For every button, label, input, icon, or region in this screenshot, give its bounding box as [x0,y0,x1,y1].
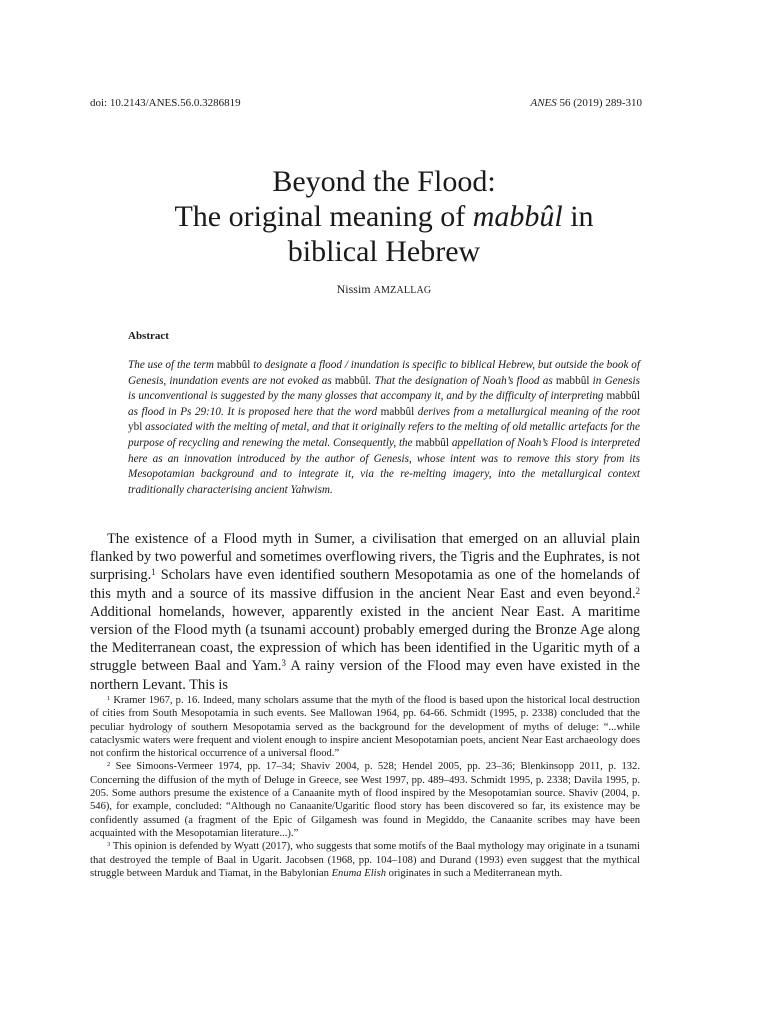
text-run: appellation of Noah’s Flood is interpreted here as an innovation introduced by the author of Genesis, whose intent was to remove this story from its Mesopotamian background and to integrate it, via the re-melting imagery, into the metallurgical context traditionally characterising ancient Yahwism. [128,436,640,496]
text-run: A rainy version of the Flood may even have existed in the northern Levant. This is [90,658,640,693]
footnote-ref[interactable]: 2 [635,585,640,596]
journal-citation [530,97,642,109]
text-run: Enuma Elish [331,867,387,879]
text-run: to designate a flood / inundation is specific to biblical Hebrew, but outside the book of Genesis, inundation events are not evoked as [128,359,640,387]
footnote-number: 3 [107,841,111,849]
text-run: originates in such a Mediterranean myth. [386,867,563,879]
text-run: ybl [128,421,143,434]
text-run: The use of the term [128,359,217,371]
footnote-number: 1 [107,695,111,703]
footnote-number: 2 [107,761,111,769]
abstract-text [128,358,640,498]
text-run: This opinion is defended by Wyatt (2017), who suggests that some motifs of the Baal mythology may originate in a tsunami that destroyed the temple of Baal in Ugarit. Jacobsen (1968, pp. 104–108) and Durand (1993) even suggest that the mythical struggle between Marduk and Tiamat, in the Babylonian [90,841,640,879]
author-name [0,282,768,297]
author-first-name: Nissim [336,282,371,296]
title-term: mabbûl [472,200,563,233]
running-header [90,97,642,109]
title-line-3: biblical Hebrew [287,235,481,268]
title-line-2-end: in [562,200,594,233]
text-run: Kramer 1967, p. 16. Indeed, many scholars assume that the myth of the flood is based upon the historical local destruction of cities from South Mesopotamia in such events. See Mallowan 1964, pp. 64-66. Schmidt (1995, p. 2338) concluded that the peculiar hydrology of southern Mesopotamia served as the background for the development of myths of deluge: “...while cataclysmic waters were frequent and violent enough to inspire ancient Mesopotamian poets, ancient Near East archaeology does not confirm the historical occurrence of a universal flood.” [90,695,640,760]
journal-name: ANES [530,97,557,109]
footnote-ref[interactable]: 3 [281,658,286,669]
footnote-3 [90,840,640,880]
title-line-1: Beyond the Flood: [272,165,496,198]
text-run: . That the designation of Noah’s flood as [368,374,556,387]
text-run: The existence of a Flood myth in Sumer, a civilisation that emerged on an alluvial plain flanked by two powerful and sometimes overflowing rivers, the Tigris and the Euphrates, is not surprising. [90,531,640,584]
abstract-heading: Abstract [128,330,169,342]
text-run: as flood in Ps 29:10. It is proposed here that the word [128,405,381,418]
footnote-1 [90,694,640,760]
body-paragraph [90,530,640,694]
text-run: Scholars have even identified southern Mesopotamia as one of the homelands of this myth and a source of its massive diffusion in the ancient Near East and even beyond. [90,567,640,602]
text-run: mabbûl [380,405,415,418]
text-run: mabbûl [415,436,450,449]
footnotes [90,694,640,880]
journal-volume: 56 (2019) 289-310 [559,97,642,109]
text-run: in Genesis is unconventional is suggested by the many glosses that accompany it, and by the difficulty of interpreting [128,374,640,403]
footnote-2 [90,760,640,840]
text-run: mabbûl [334,374,369,387]
doi-label: doi: 10.2143/ANES.56.0.3286819 [90,97,241,109]
text-run: mabbûl [216,359,251,371]
title-line-2-start: The original meaning of [174,200,473,233]
text-run: See Simoons-Vermeer 1974, pp. 17–34; Shaviv 2004, p. 528; Hendel 2005, pp. 23–36; Blenkinsopp 2011, p. 132. Concerning the diffusion of the myth of Deluge in Greece, see West 1997, pp. 489–493. Schmidt 1995, p. 2338; Davila 1995, p. 205. Some authors presume the existence of a Canaanite myth of flood inspired by the Mesopotamian source. Shaviv (2004, p. 546), for example, concluded: “Although no Canaanite/Ugaritic flood story has been discovered so far, its existence may be confidently assumed (a fragment of the Epic of Gilgamesh was found in Megiddo, the Canaanite scribes may have been acquainted with the Mesopotamian literature...).” [90,761,640,839]
article-title [90,164,678,269]
text-run: associated with the melting of metal, and that it originally refers to the melting of old metallic artefacts for the purpose of recycling and renewing the metal. Consequently, the [128,421,640,449]
title-line-2 [90,199,678,234]
text-run: Additional homelands, however, apparently existed in the ancient Near East. A maritime version of the Flood myth (a tsunami account) probably emerged during the Bronze Age along the Mediterranean coast, the expression of which has been identified in the Ugaritic myth of a struggle between Baal and Yam. [90,603,640,675]
text-run: derives from a metallurgical meaning of the root [414,405,640,418]
text-run: mabbûl [555,374,590,387]
author-last-name: AMZALLAG [373,285,432,296]
footnote-ref[interactable]: 1 [151,567,156,578]
text-run: mabbûl [606,390,640,403]
